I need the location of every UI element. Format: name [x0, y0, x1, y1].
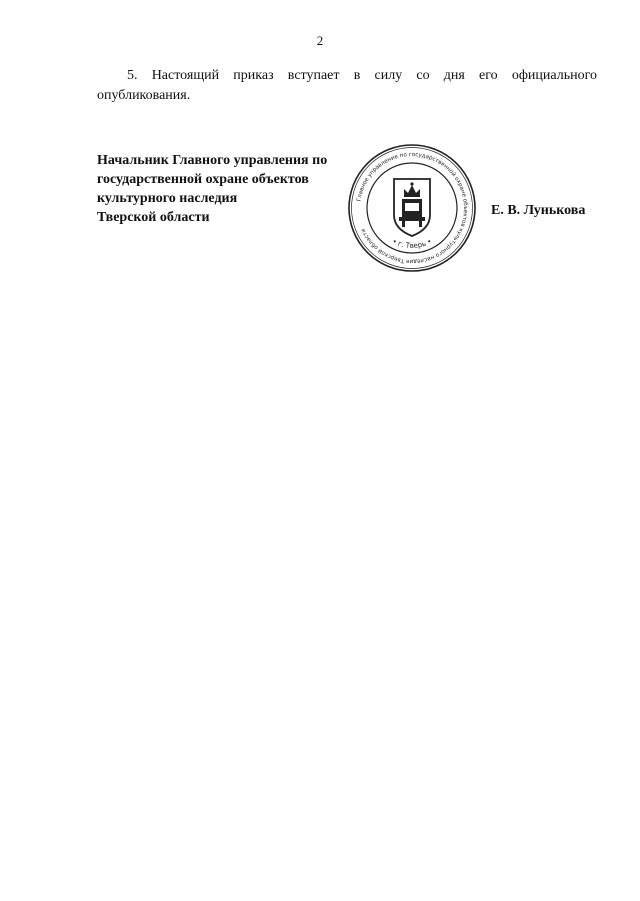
- seal-ring-text: Главное управление по государственной охране объектов культурного наследия Тверской области: [356, 151, 469, 265]
- signatory-position: [97, 151, 357, 227]
- order-paragraph-5: [97, 66, 597, 106]
- coat-of-arms-icon: [394, 179, 430, 236]
- paragraph-line: опубликования.: [97, 88, 191, 103]
- page-number: 2: [316, 33, 324, 48]
- official-seal-stamp: [347, 143, 477, 273]
- signatory-position-line: культурного наследия: [97, 191, 238, 206]
- signatory-position-line: государственной охране объектов: [97, 172, 309, 187]
- signatory-position-line: Начальник Главного управления по: [97, 153, 328, 168]
- paragraph-line: 5. Настоящий приказ вступает в силу со дня его официального: [127, 68, 597, 83]
- signatory-position-line: Тверской области: [97, 210, 210, 225]
- signatory-name: Е. В. Лунькова: [491, 203, 586, 218]
- svg-text:• г. Тверь •: [391, 237, 433, 250]
- seal-city-text: • г. Тверь •: [390, 237, 434, 250]
